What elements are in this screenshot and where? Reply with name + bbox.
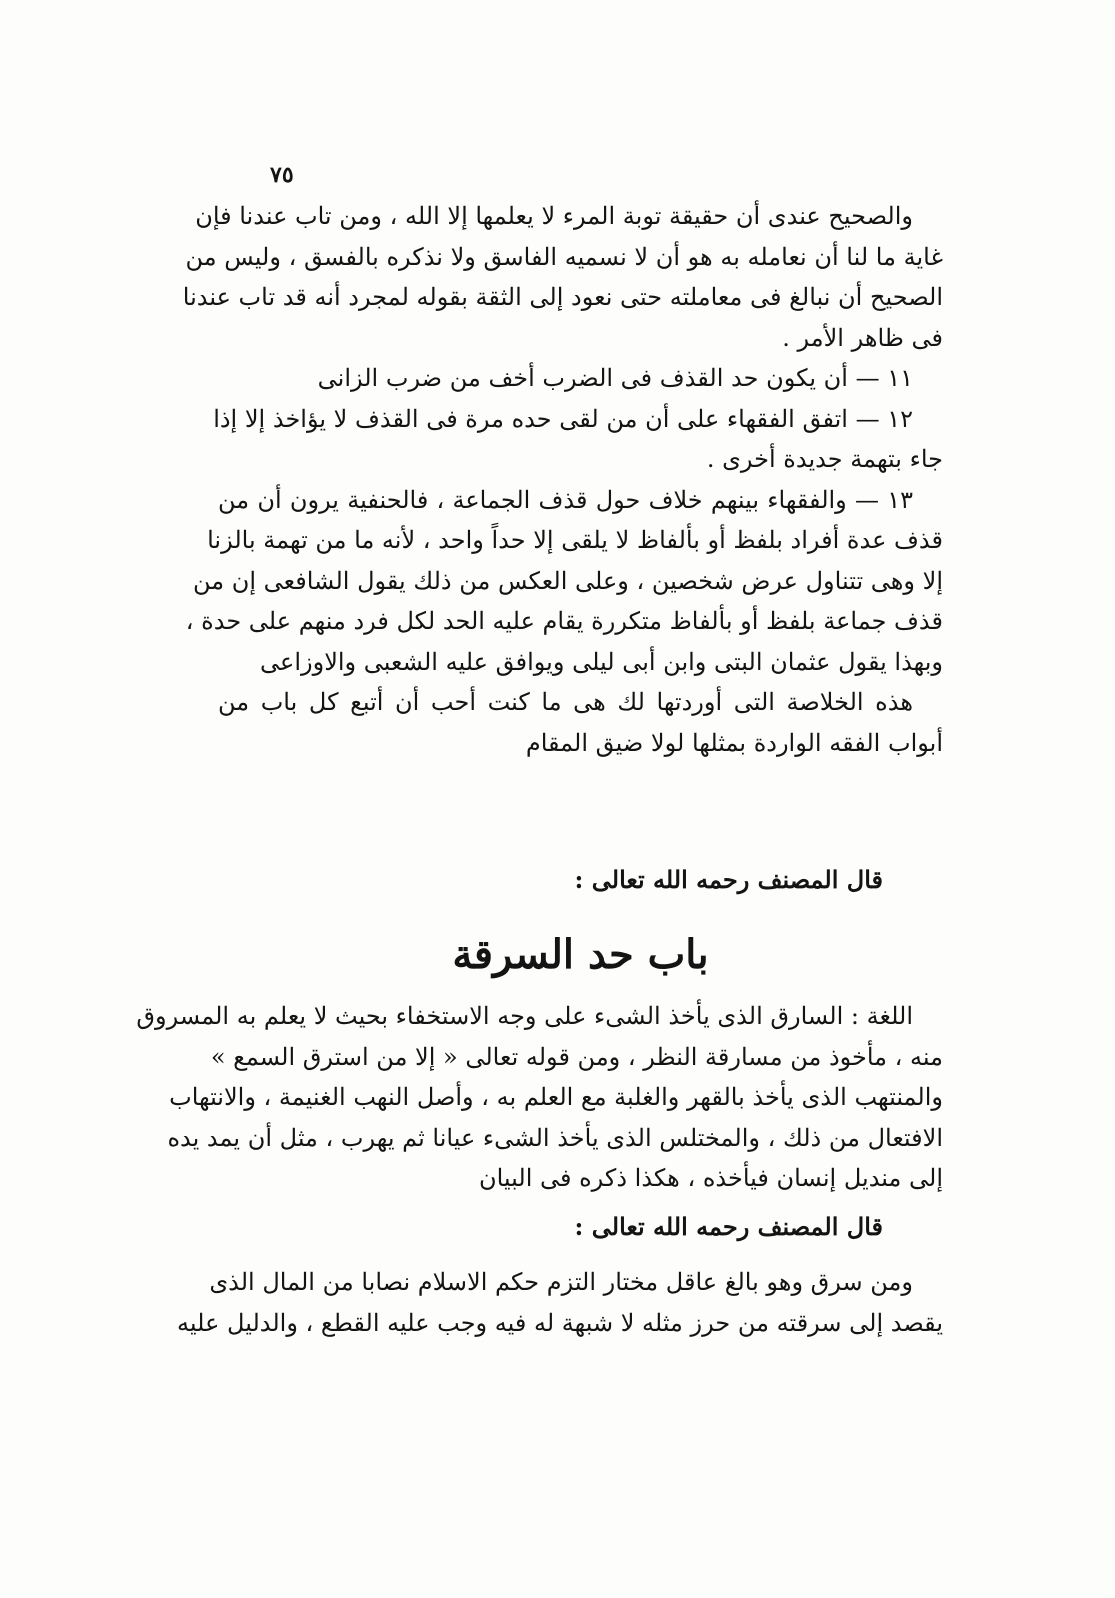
paragraph-definition: [136, 996, 943, 1199]
text-line: غاية ما لنا أن نعامله به هو أن لا نسميه الفاسق ولا نذكره بالفسق ، وليس من: [185, 242, 943, 271]
page-number: ٧٥: [270, 162, 294, 188]
text-line: الصحيح أن نبالغ فى معاملته حتى نعود إلى الثقة بقوله لمجرد أنه قد تاب عندنا: [182, 283, 943, 311]
text-line: وبهذا يقول عثمان البتى وابن أبى ليلى ويوافق عليه الشعبى والاوزاعى: [260, 647, 943, 676]
text-line: والصحيح عندى أن حقيقة توبة المرء لا يعلمها إلا الله ، ومن تاب عندنا فإن: [195, 202, 913, 230]
text-line: والمنتهب الذى يأخذ بالقهر والغلبة مع العلم به ، وأصل النهب الغنيمة ، والانتهاب: [169, 1083, 943, 1111]
text-line: فى ظاهر الأمر .: [782, 323, 943, 352]
paragraph-theft-ruling: [177, 1262, 943, 1343]
text-line: الافتعال من ذلك ، والمختلس الذى يأخذ الشىء عيانا ثم يهرب ، مثل أن يمد يده: [167, 1123, 943, 1152]
text-line: أبواب الفقه الواردة بمثلها لولا ضيق المقام: [525, 728, 943, 757]
text-line: هذه الخلاصة التى أوردتها لك هى ما كنت أحب أن أتبع كل باب من: [218, 688, 914, 716]
text-line: ١١ — أن يكون حد القذف فى الضرب أخف من ضرب الزانى: [317, 364, 913, 392]
paragraph-tawba: [182, 196, 943, 763]
author-says-label: قال المصنف رحمه الله تعالى :: [574, 1212, 883, 1241]
text-line: اللغة : السارق الذى يأخذ الشىء على وجه الاستخفاء بحيث لا يعلم به المسروق: [136, 1002, 913, 1030]
text-line: ومن سرق وهو بالغ عاقل مختار التزم حكم الاسلام نصابا من المال الذى: [209, 1268, 913, 1296]
text-line: يقصد إلى سرقته من حرز مثله لا شبهة له فيه وجب عليه القطع ، والدليل عليه: [177, 1308, 943, 1337]
text-line: ١٢ — اتفق الفقهاء على أن من لقى حده مرة فى القذف لا يؤاخذ إلا إذا: [213, 404, 913, 433]
text-line: قذف عدة أفراد بلفظ أو بألفاظ لا يلقى إلا حداً واحد ، لأنه ما من تهمة بالزنا: [207, 526, 943, 554]
text-line: إلى منديل إنسان فيأخذه ، هكذا ذكره فى البيان: [478, 1164, 943, 1192]
text-line: منه ، مأخوذ من مسارقة النظر ، ومن قوله تعالى « إلا من استرق السمع »: [210, 1042, 943, 1071]
text-line: جاء بتهمة جديدة أخرى .: [706, 445, 943, 473]
text-line: إلا وهى تتناول عرض شخصين ، وعلى العكس من ذلك يقول الشافعى إن من: [193, 566, 943, 595]
author-says-label: قال المصنف رحمه الله تعالى :: [574, 865, 883, 894]
text-line: قذف جماعة بلفظ أو بألفاظ متكررة يقام عليه الحد لكل فرد منهم على حدة ،: [185, 607, 943, 635]
text-line: ١٣ — والفقهاء بينهم خلاف حول قذف الجماعة ، فالحنفية يرون أن من: [218, 485, 913, 514]
chapter-heading: باب حد السرقة: [452, 931, 709, 978]
